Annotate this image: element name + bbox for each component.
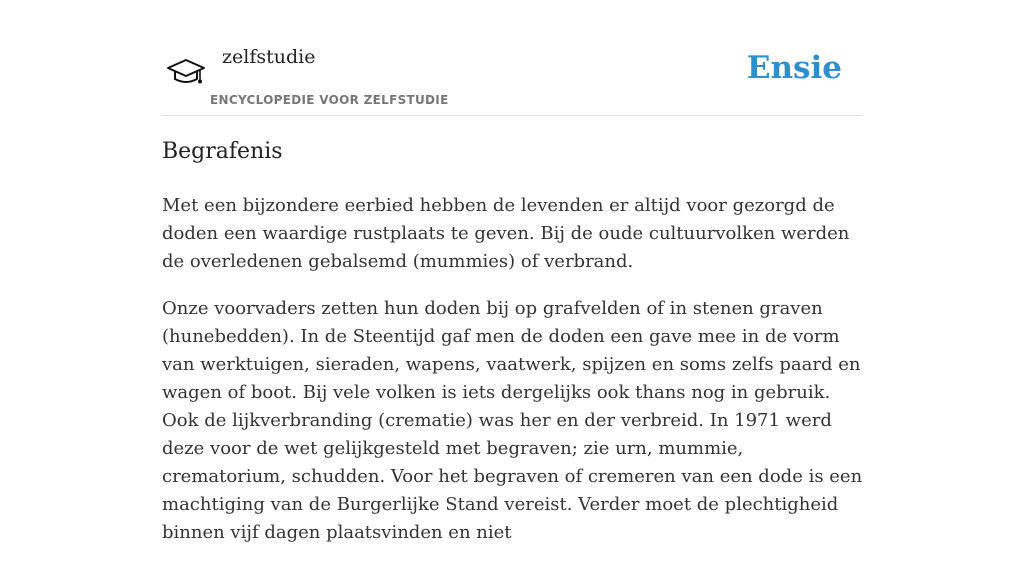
site-tagline: ENCYCLOPEDIE VOOR ZELFSTUDIE <box>210 93 449 107</box>
site-header <box>162 40 862 116</box>
article-body <box>162 192 866 566</box>
site-name-link[interactable]: zelfstudie <box>222 46 316 68</box>
article-paragraph: Onze voorvaders zetten hun doden bij op grafvelden of in stenen graven (hunebedden). In de Steentijd gaf men de doden een gave mee in de vorm van werktuigen, sieraden, wapens, vaatwerk, spijzen en soms zelfs paard en wagen of boot. Bij vele volken is iets dergelijks ook thans nog in gebruik. Ook de lijkverbranding (crematie) was her en der verbreid. In 1971 werd deze voor de wet gelijkgesteld met begraven; zie urn, mummie, crematorium, schudden. Voor het begraven of cremeren van een dode is een machtiging van de Burgerlijke Stand vereist. Verder moet de plechtigheid binnen vijf dagen plaatsvinden en niet <box>162 298 863 543</box>
graduation-cap-icon[interactable] <box>166 54 206 90</box>
ensie-logo-link[interactable]: Ensie <box>746 50 842 86</box>
article-title: Begrafenis <box>162 139 283 164</box>
article-paragraph: Met een bijzondere eerbied hebben de levenden er altijd voor gezorgd de doden een waardige rustplaats te geven. Bij de oude cultuurvolken werden de overledenen gebalsemd (mummies) of verbrand. <box>162 195 850 272</box>
